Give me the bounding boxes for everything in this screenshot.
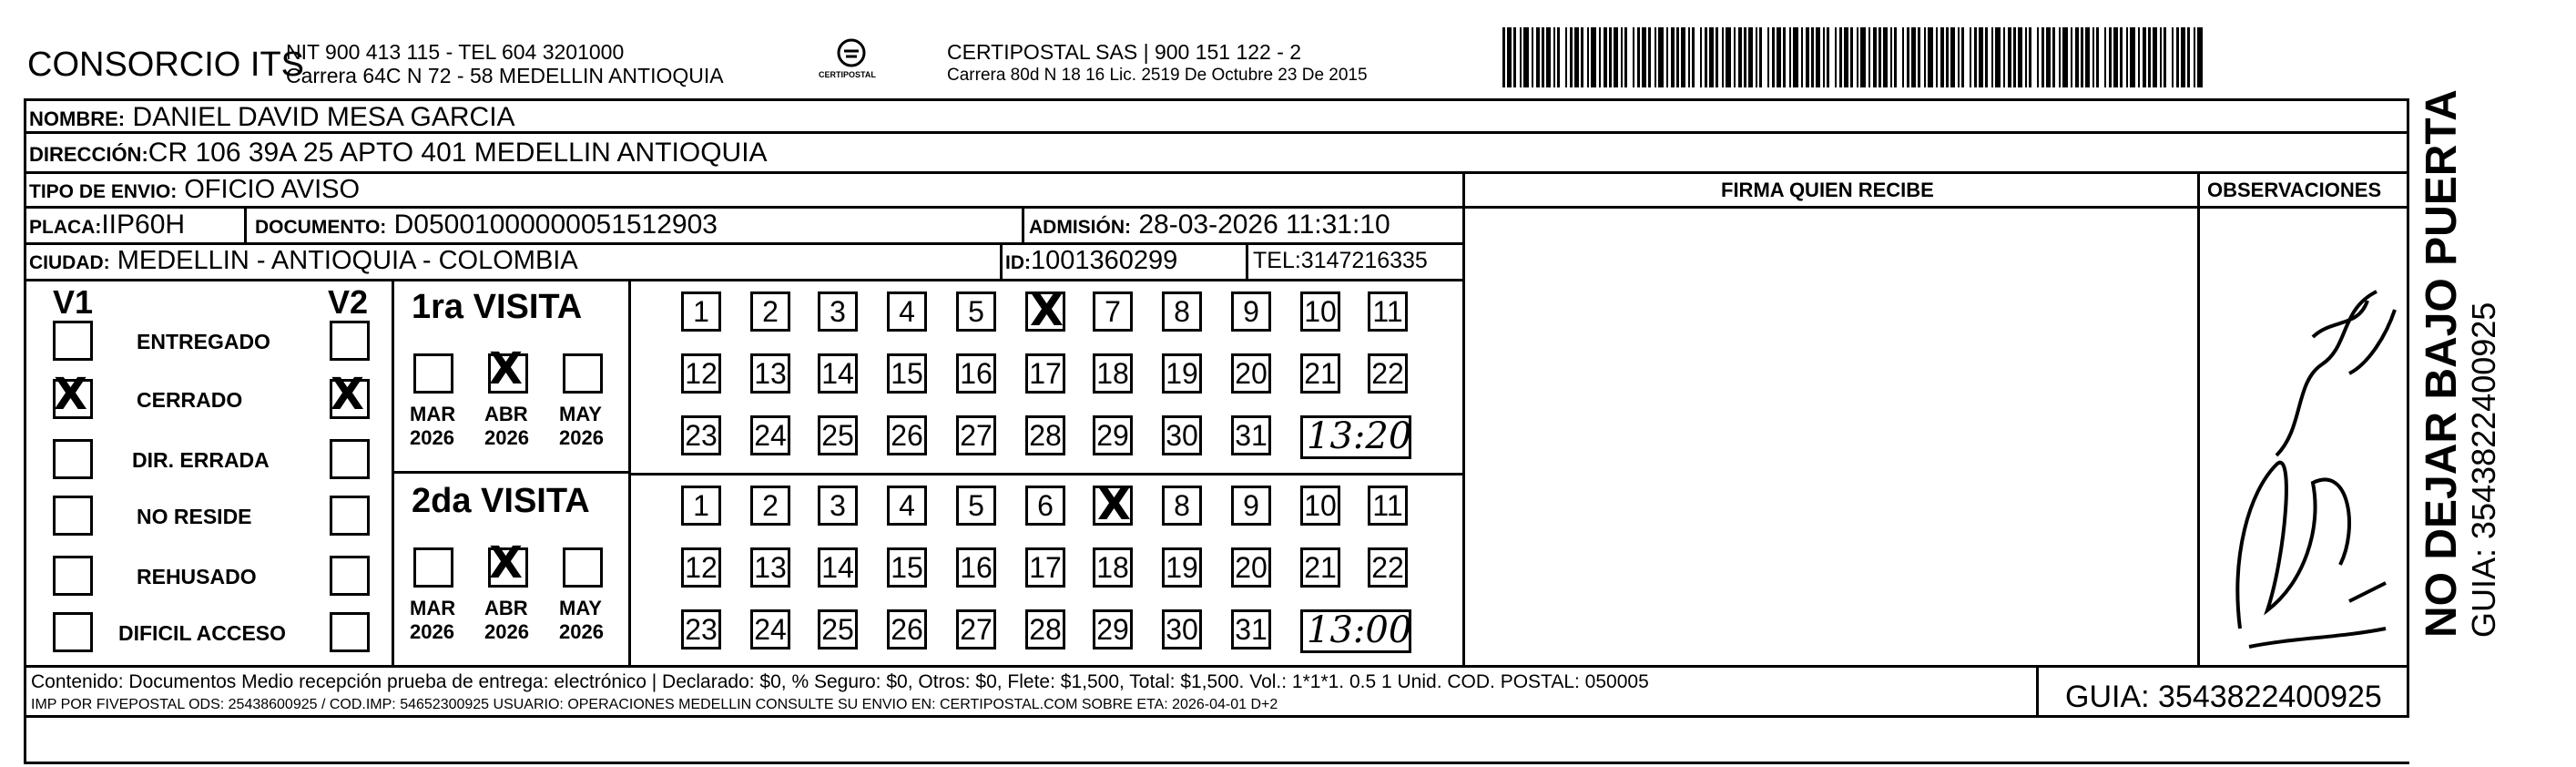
month-name: ABR (484, 597, 528, 619)
day-box[interactable] (887, 609, 927, 649)
day-box[interactable] (1162, 291, 1202, 332)
visit-title: 2da VISITA (412, 482, 590, 520)
day-box[interactable] (1231, 291, 1271, 332)
day-number: 23 (685, 613, 718, 646)
form-left-border (24, 98, 26, 718)
day-number: 8 (1174, 489, 1190, 522)
month-year: 2026 (410, 426, 454, 449)
status-label: DIR. ERRADA (132, 448, 270, 472)
v1-checkbox[interactable] (53, 439, 93, 479)
day-number: 2 (762, 295, 779, 328)
day-number: 1 (693, 295, 709, 328)
month-name: MAY (559, 597, 602, 619)
day-box[interactable] (750, 486, 790, 526)
day-number: 29 (1096, 419, 1129, 452)
day-number: 11 (1372, 489, 1403, 522)
day-number: 1 (693, 489, 709, 522)
footer-guia: GUIA: 3543822400925 (2065, 680, 2382, 714)
v1-checkbox[interactable] (53, 369, 93, 420)
id-field (1005, 248, 1177, 274)
day-box[interactable] (681, 486, 721, 526)
day-number: 6 (1037, 489, 1054, 522)
day-box[interactable] (1025, 547, 1065, 588)
day-box[interactable] (1025, 353, 1065, 394)
footer-print-info: IMP POR FIVEPOSTAL ODS: 25438600925 / COD.IMP: 54652300925 USUARIO: OPERACIONES MEDELLIN CONSULTE SU ENVIO EN: CERTIPOSTAL.COM SOBRE ETA: 2026-04-01 D+2 (31, 697, 1278, 712)
month-year: 2026 (484, 620, 529, 643)
signature-header: FIRMA QUIEN RECIBE (1721, 179, 1934, 201)
address-field (29, 139, 768, 167)
month-checkbox[interactable] (413, 353, 453, 394)
sender-nit: NIT 900 413 115 - TEL 604 3201000 (286, 40, 625, 64)
status-label: ENTREGADO (137, 330, 270, 353)
day-box[interactable] (887, 291, 927, 332)
day-number: 29 (1096, 613, 1129, 646)
v2-checkbox[interactable] (330, 556, 370, 596)
day-number: 31 (1235, 613, 1268, 646)
visit-time-box[interactable] (1300, 415, 1411, 459)
form-top-border (24, 98, 2409, 101)
barcode-icon (1502, 27, 2204, 87)
day-number: 24 (754, 419, 787, 452)
checkmark-icon: X (489, 343, 524, 394)
day-box[interactable] (887, 486, 927, 526)
day-number: 21 (1304, 551, 1337, 584)
status-label: REHUSADO (137, 565, 257, 588)
day-box[interactable] (956, 609, 996, 649)
day-box[interactable] (1300, 353, 1340, 394)
sender-name: CONSORCIO ITS (27, 46, 305, 84)
col-line (1246, 242, 1248, 281)
admission-label: ADMISIÓN: (1029, 217, 1131, 238)
day-box[interactable] (1300, 291, 1340, 332)
col-line (1462, 171, 1465, 668)
day-number: 22 (1371, 357, 1404, 390)
day-box[interactable] (681, 609, 721, 649)
visit-title: 1ra VISITA (412, 288, 583, 326)
month-year: 2026 (559, 620, 604, 643)
tel-label: TEL: (1253, 248, 1301, 273)
row-line (628, 473, 1464, 476)
day-number: 18 (1096, 551, 1129, 584)
admission-value: 28-03-2026 11:31:10 (1138, 210, 1390, 240)
month-checkbox[interactable] (563, 547, 603, 588)
day-box[interactable] (750, 609, 790, 649)
day-number: 7 (1105, 295, 1121, 328)
day-box[interactable] (1231, 415, 1271, 455)
day-box[interactable] (681, 415, 721, 455)
plate-field (29, 211, 185, 239)
day-box[interactable] (1093, 609, 1133, 649)
id-value: 1001360299 (1031, 246, 1178, 275)
day-number: 11 (1372, 295, 1403, 328)
tel-value: 3147216335 (1300, 248, 1428, 273)
id-label: ID: (1005, 252, 1031, 273)
day-box[interactable] (1231, 547, 1271, 588)
month-checkbox[interactable] (488, 343, 528, 394)
col-line (1000, 242, 1003, 281)
v2-checkbox[interactable] (330, 496, 370, 536)
day-number: 5 (968, 295, 984, 328)
visit-time: 13:00 (1307, 609, 1412, 651)
day-number: 30 (1166, 419, 1198, 452)
v1-checkbox[interactable] (53, 612, 93, 652)
day-number: 24 (754, 613, 787, 646)
city-label: CIUDAD: (29, 252, 110, 273)
day-box[interactable] (1231, 353, 1271, 394)
certipostal-logo (815, 35, 888, 86)
checkmark-icon: X (1097, 479, 1132, 530)
day-number: 20 (1235, 357, 1268, 390)
day-box[interactable] (681, 353, 721, 394)
day-box[interactable] (887, 415, 927, 455)
day-number: 15 (891, 551, 923, 584)
day-number: 16 (960, 551, 993, 584)
logo-text: CERTIPOSTAL (819, 70, 876, 79)
month-year: 2026 (559, 426, 604, 449)
v2-checkbox[interactable] (330, 439, 370, 479)
status-label: CERRADO (137, 388, 243, 412)
sender-address: Carrera 64C N 72 - 58 MEDELLIN ANTIOQUIA (286, 64, 724, 87)
recipient-signature (2213, 255, 2404, 656)
v2-checkbox[interactable] (330, 321, 370, 361)
day-number: 12 (685, 357, 718, 390)
side-warning: NO DEJAR BAJO PUERTA (2418, 89, 2466, 638)
day-number: 9 (1243, 295, 1259, 328)
day-box[interactable] (956, 291, 996, 332)
checkmark-icon: X (54, 369, 88, 420)
v1-checkbox[interactable] (53, 556, 93, 596)
day-number: 23 (685, 419, 718, 452)
day-number: 9 (1243, 489, 1259, 522)
plate-value: IIP60H (101, 210, 186, 240)
day-number: 17 (1029, 357, 1062, 390)
day-box[interactable] (1368, 291, 1408, 332)
month-year: 2026 (484, 426, 529, 449)
city-field (29, 248, 578, 274)
visit-time-box[interactable] (1300, 609, 1411, 653)
day-box[interactable] (1162, 353, 1202, 394)
day-number: 17 (1029, 551, 1062, 584)
month-name: MAY (559, 403, 602, 425)
day-number: 20 (1235, 551, 1268, 584)
side-label (2420, 91, 2539, 638)
city-value: MEDELLIN - ANTIOQUIA - COLOMBIA (117, 246, 578, 275)
day-box[interactable] (1231, 486, 1271, 526)
day-number: 10 (1304, 489, 1337, 522)
day-box[interactable] (887, 353, 927, 394)
col-line (1022, 206, 1024, 244)
day-number: 30 (1166, 613, 1198, 646)
day-number: 31 (1235, 419, 1268, 452)
day-box[interactable] (750, 547, 790, 588)
day-box[interactable] (1300, 486, 1340, 526)
day-number: 14 (821, 357, 854, 390)
form-bottom-border (24, 715, 2409, 718)
row-line (24, 665, 2409, 668)
v2-label: V2 (328, 283, 369, 321)
plate-label: PLACA: (29, 217, 102, 238)
day-box[interactable] (1025, 285, 1065, 336)
month-name: MAR (410, 403, 456, 425)
status-label: NO RESIDE (137, 505, 252, 528)
day-number: 3 (830, 295, 846, 328)
day-box[interactable] (1025, 415, 1065, 455)
day-number: 27 (960, 419, 993, 452)
day-box[interactable] (1162, 609, 1202, 649)
month-name: MAR (410, 597, 456, 619)
document-value: D05001000000051512903 (393, 210, 718, 240)
checkmark-icon: X (1030, 285, 1064, 336)
day-number: 4 (899, 489, 915, 522)
v2-checkbox[interactable] (330, 612, 370, 652)
v1-label: V1 (53, 283, 94, 321)
day-box[interactable] (681, 547, 721, 588)
day-number: 4 (899, 295, 915, 328)
day-box[interactable] (750, 353, 790, 394)
day-number: 10 (1304, 295, 1337, 328)
day-number: 13 (754, 551, 787, 584)
month-name: ABR (484, 403, 528, 425)
day-box[interactable] (1368, 353, 1408, 394)
day-number: 27 (960, 613, 993, 646)
page-left-stub (24, 715, 26, 764)
day-box[interactable] (1093, 415, 1133, 455)
day-number: 8 (1174, 295, 1190, 328)
day-box[interactable] (1162, 547, 1202, 588)
day-number: 25 (821, 613, 854, 646)
day-box[interactable] (818, 547, 858, 588)
day-number: 13 (754, 357, 787, 390)
row-line (24, 206, 2409, 209)
footer-content: Contenido: Documentos Medio recepción prueba de entrega: electrónico | Declarado: $0, % Seguro: $0, Otros: $0, Flete: $1,500, Total: $1,500. Vol.: 1*1*1. 0.5 1 Unid. COD. POSTAL: 050005 (31, 671, 1649, 692)
day-number: 21 (1304, 357, 1337, 390)
day-box[interactable] (1300, 547, 1340, 588)
day-box[interactable] (1093, 479, 1133, 530)
day-box[interactable] (1093, 547, 1133, 588)
v1-checkbox[interactable] (53, 321, 93, 361)
day-box[interactable] (750, 291, 790, 332)
name-label: NOMBRE: (29, 107, 126, 130)
day-box[interactable] (956, 415, 996, 455)
day-box[interactable] (956, 547, 996, 588)
type-value: OFICIO AVISO (184, 175, 361, 204)
day-box[interactable] (1368, 547, 1408, 588)
status-label: DIFICIL ACCESO (118, 621, 287, 645)
day-number: 28 (1029, 419, 1062, 452)
address-value: CR 106 39A 25 APTO 401 MEDELLIN ANTIOQUIA (148, 138, 768, 168)
day-box[interactable] (1162, 415, 1202, 455)
visit-time: 13:20 (1307, 415, 1412, 457)
name-field (29, 104, 515, 131)
day-number: 26 (891, 613, 923, 646)
day-number: 22 (1371, 551, 1404, 584)
name-value: DANIEL DAVID MESA GARCIA (132, 102, 515, 132)
day-number: 2 (762, 489, 779, 522)
day-number: 14 (821, 551, 854, 584)
type-field (29, 177, 360, 203)
day-number: 25 (821, 419, 854, 452)
month-year: 2026 (410, 620, 454, 643)
type-label: TIPO DE ENVIO: (29, 181, 178, 202)
day-box[interactable] (956, 486, 996, 526)
col-line (2036, 665, 2039, 718)
form-right-border (2407, 98, 2409, 718)
v2-checkbox[interactable] (330, 369, 370, 420)
admission-field (1029, 211, 1390, 239)
day-number: 19 (1166, 551, 1198, 584)
col-line (244, 206, 247, 244)
day-box[interactable] (1093, 353, 1133, 394)
day-number: 3 (830, 489, 846, 522)
col-line (2197, 171, 2200, 668)
day-number: 26 (891, 419, 923, 452)
tel-field (1253, 250, 1428, 272)
address-label: DIRECCIÓN: (29, 143, 148, 166)
day-number: 12 (685, 551, 718, 584)
day-box[interactable] (887, 547, 927, 588)
day-box[interactable] (1162, 486, 1202, 526)
month-checkbox[interactable] (563, 353, 603, 394)
day-number: 28 (1029, 613, 1062, 646)
observations-header: OBSERVACIONES (2207, 179, 2382, 201)
day-number: 16 (960, 357, 993, 390)
day-box[interactable] (681, 291, 721, 332)
side-guia: GUIA: 3543822400925 (2465, 302, 2502, 638)
day-box[interactable] (750, 415, 790, 455)
day-box[interactable] (1231, 609, 1271, 649)
page-bottom-line (24, 762, 2409, 764)
day-box[interactable] (818, 353, 858, 394)
day-box[interactable] (818, 291, 858, 332)
day-number: 18 (1096, 357, 1129, 390)
day-box[interactable] (818, 415, 858, 455)
day-number: 5 (968, 489, 984, 522)
day-box[interactable] (818, 486, 858, 526)
carrier-name: CERTIPOSTAL SAS | 900 151 122 - 2 (947, 40, 1302, 64)
month-checkbox[interactable] (413, 547, 453, 588)
document-field (255, 211, 718, 239)
row-line (392, 471, 630, 474)
row-line (24, 171, 2409, 174)
checkmark-icon: X (489, 537, 524, 588)
day-box[interactable] (1025, 486, 1065, 526)
document-label: DOCUMENTO: (255, 217, 387, 238)
month-checkbox[interactable] (488, 537, 528, 588)
checkmark-icon: X (331, 369, 365, 420)
day-number: 15 (891, 357, 923, 390)
day-box[interactable] (818, 609, 858, 649)
day-number: 19 (1166, 357, 1198, 390)
day-box[interactable] (1025, 609, 1065, 649)
row-line (2197, 206, 2408, 209)
day-box[interactable] (956, 353, 996, 394)
day-box[interactable] (1368, 486, 1408, 526)
v1-checkbox[interactable] (53, 496, 93, 536)
day-box[interactable] (1093, 291, 1133, 332)
carrier-address: Carrera 80d N 18 16 Lic. 2519 De Octubre 23 De 2015 (947, 66, 1368, 85)
